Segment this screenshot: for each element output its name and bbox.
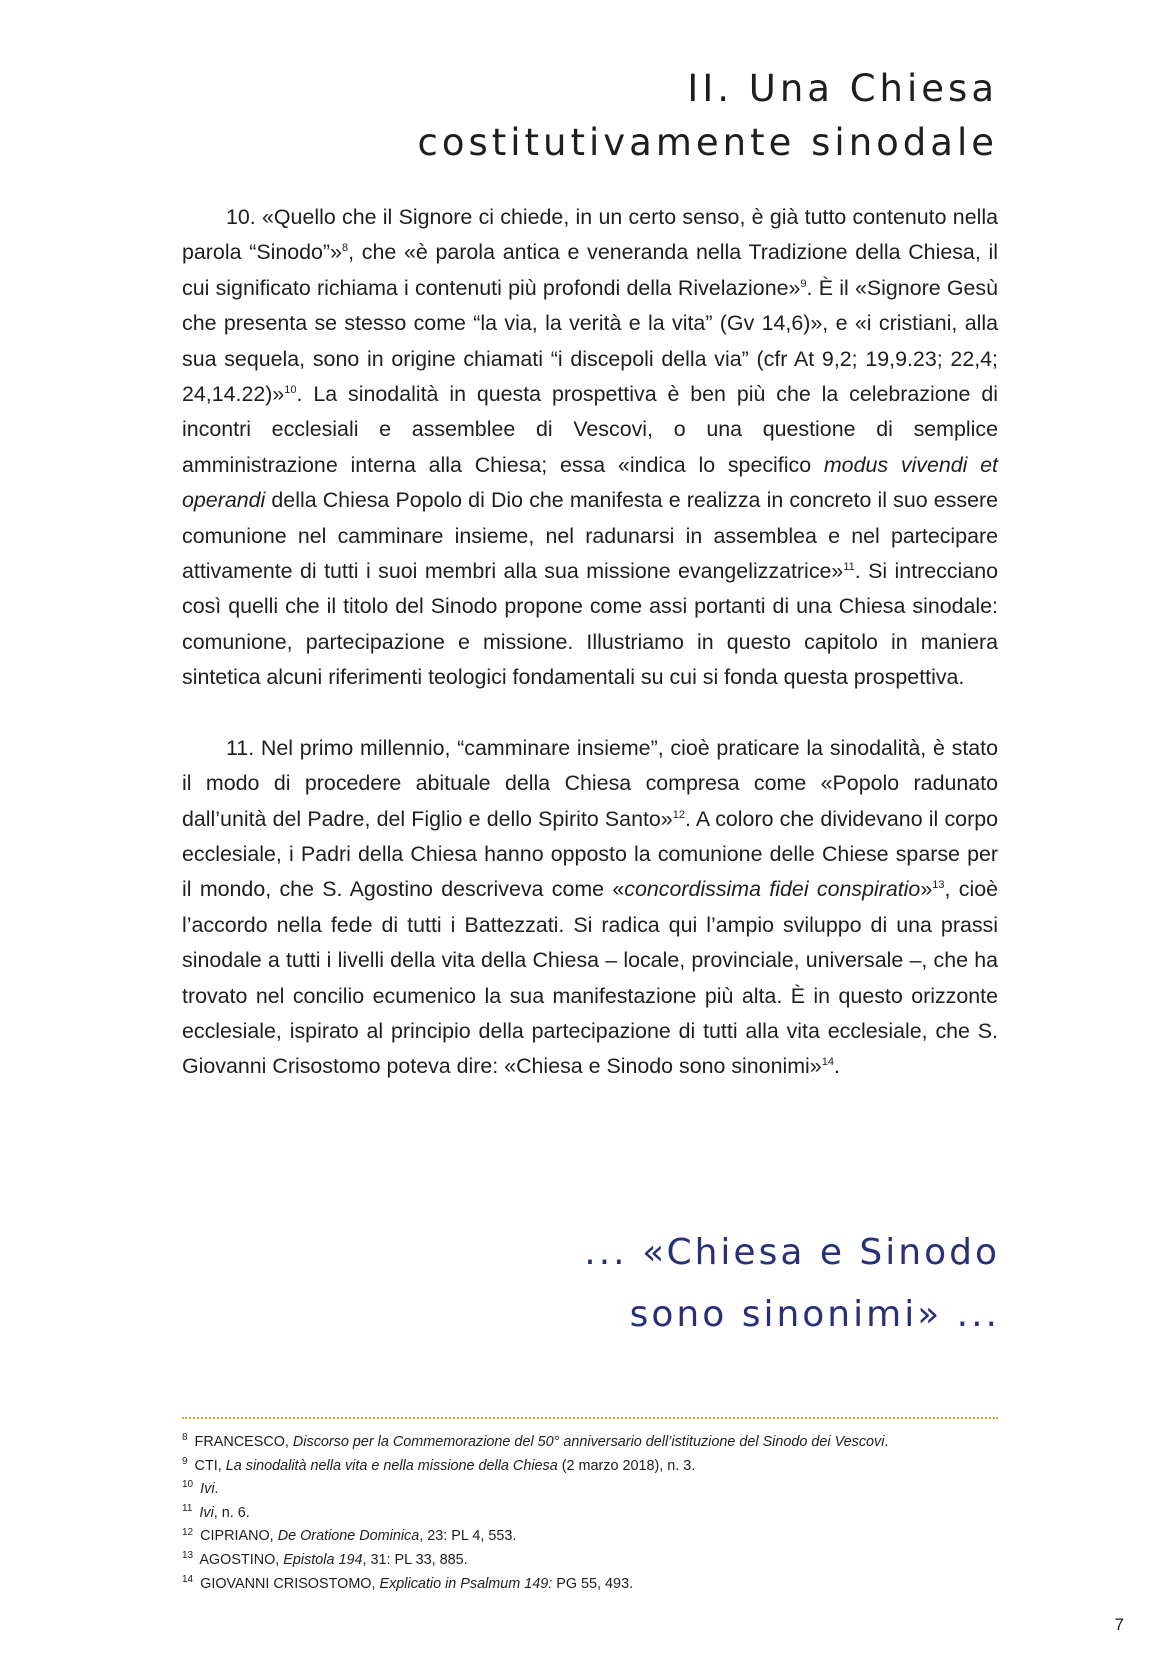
footnote-title: La sinodalità nella vita e nella missione della Chiesa xyxy=(225,1457,558,1474)
text-run: 11. Nel primo millennio, “camminare insieme”, cioè praticare la sinodalità, è stato il modo di procedere abituale della Chiesa compresa come «Popolo radunato dall’unità del Padre, del Figlio e dello Spirito Santo» xyxy=(182,735,998,831)
body-text xyxy=(182,200,998,1085)
page-number: 7 xyxy=(1114,1615,1124,1634)
footnote-title: De Oratione Dominica xyxy=(277,1528,420,1545)
footnote-ref-14: 14 xyxy=(821,1056,834,1069)
footnote-ref-12: 12 xyxy=(672,808,685,821)
paragraph-10 xyxy=(182,200,998,696)
footnote-text: , 23: PL 4, 553. xyxy=(419,1528,517,1545)
footnote-number: 9 xyxy=(182,1455,188,1467)
footnote-text: PG 55, 493. xyxy=(552,1575,634,1592)
footnote-text: (2 marzo 2018), n. 3. xyxy=(557,1457,696,1474)
footnote-divider xyxy=(182,1417,998,1419)
footnotes xyxy=(182,1431,1042,1596)
footnote-text: . xyxy=(214,1481,219,1498)
footnote-12 xyxy=(182,1525,1042,1549)
italic-term: concordissima fidei conspiratio xyxy=(624,877,921,902)
chapter-title-line-2: costitutivamente sinodale xyxy=(417,121,998,164)
footnote-11 xyxy=(182,1502,1042,1526)
text-run: . A coloro che dividevano il corpo ecclesiale, i Padri della Chiesa hanno opposto la comunione delle Chiese sparse per il mondo, che S. Agostino descriveva come « xyxy=(182,806,998,902)
footnote-ref-10: 10 xyxy=(284,383,297,396)
footnote-10 xyxy=(182,1478,1042,1502)
footnote-title: Explicatio in Psalmum 149: xyxy=(379,1575,553,1592)
text-run: . La sinodalità in questa prospettiva è ben più che la celebrazione di incontri ecclesiali e assemblee di Vescovi, o una questione di semplice amministrazione interna alla Chiesa; essa «indica lo specifico xyxy=(182,382,998,477)
text-run: » xyxy=(920,877,933,902)
italic-term: modus vivendi et operandi xyxy=(182,452,998,513)
footnote-number: 14 xyxy=(182,1573,194,1585)
text-run: . Si intrecciano così quelli che il titolo del Sinodo propone come assi portanti di una Chiesa sinodale: comunione, partecipazione e missione. Illustriamo in questo capitolo in maniera sintetica alcuni riferimenti teologici fondamentali su cui si fonda questa prospettiva. xyxy=(182,559,998,690)
chapter-title-line-1: II. Una Chiesa xyxy=(687,67,998,110)
footnote-number: 10 xyxy=(182,1479,194,1491)
footnote-title: Epistola 194 xyxy=(283,1551,363,1568)
footnote-13 xyxy=(182,1549,1042,1573)
text-run: , che «è parola antica e veneranda nella Tradizione della Chiesa, il cui significato richiama i contenuti più profondi della Rivelazione» xyxy=(182,240,998,300)
footnote-text: , 31: PL 33, 885. xyxy=(362,1551,468,1568)
footnote-title: Ivi xyxy=(200,1481,215,1498)
footnote-14 xyxy=(182,1573,1042,1597)
text-run: della Chiesa Popolo di Dio che manifesta e realizza in concreto il suo essere comunione nel camminare insieme, nel radunarsi in assemblea e nel partecipare attivamente di tutti i suoi membri alla sua missione evangelizzatrice» xyxy=(182,488,998,584)
footnote-number: 12 xyxy=(182,1526,194,1538)
footnote-text: FRANCESCO, xyxy=(190,1434,293,1450)
footnote-text: , n. 6. xyxy=(213,1504,250,1521)
footnote-ref-13: 13 xyxy=(932,879,945,892)
paragraph-11 xyxy=(182,731,998,1085)
pull-quote-line-2: sono sinonimi» ... xyxy=(629,1294,1000,1335)
footnote-title: Discorso per la Commemorazione del 50° anniversario dell’istituzione del Sinodo dei Vescovi xyxy=(292,1434,885,1450)
text-run: . È il «Signore Gesù che presenta se stesso come “la via, la verità e la vita” (Gv 14,6)», e «i cristiani, alla sua sequela, sono in origine chiamati “i discepoli della via” (cfr At 9,2; 19,9.23; 22,4; 24,14.22)» xyxy=(182,275,998,407)
pull-quote xyxy=(300,1222,1000,1346)
chapter-title xyxy=(238,62,998,170)
footnote-number: 8 xyxy=(182,1432,188,1444)
footnote-text: AGOSTINO, xyxy=(196,1551,284,1568)
footnote-number: 13 xyxy=(182,1550,194,1562)
pull-quote-line-1: ... «Chiesa e Sinodo xyxy=(584,1232,1000,1273)
text-run: 10. «Quello che il Signore ci chiede, in un certo senso, è già tutto contenuto nella parola “Sinodo”» xyxy=(182,205,998,265)
text-run: , cioè l’accordo nella fede di tutti i Battezzati. Si radica qui l’ampio sviluppo di una prassi sinodale a tutti i livelli della vita della Chiesa – locale, provinciale, universale –, che ha trovato nel concilio ecumenico la sua manifestazione più alta. È in questo orizzonte ecclesiale, ispirato al principio della partecipazione di tutti alla vita ecclesiale, che S. Giovanni Crisostomo poteva dire: «Chiesa e Sinodo sono sinonimi» xyxy=(182,877,998,1079)
footnote-ref-11: 11 xyxy=(843,560,855,573)
footnote-text: CTI, xyxy=(190,1457,226,1474)
footnote-8 xyxy=(182,1431,1042,1455)
footnote-number: 11 xyxy=(182,1502,193,1514)
text-run: . xyxy=(833,1054,840,1079)
footnote-ref-9: 9 xyxy=(800,277,807,290)
footnote-title: Ivi xyxy=(199,1504,214,1521)
footnote-text: . xyxy=(884,1434,889,1450)
footnote-text: GIOVANNI CRISOSTOMO, xyxy=(196,1575,380,1592)
footnote-ref-8: 8 xyxy=(341,242,349,255)
footnote-text: CIPRIANO, xyxy=(196,1528,278,1545)
footnote-9 xyxy=(182,1455,1042,1479)
